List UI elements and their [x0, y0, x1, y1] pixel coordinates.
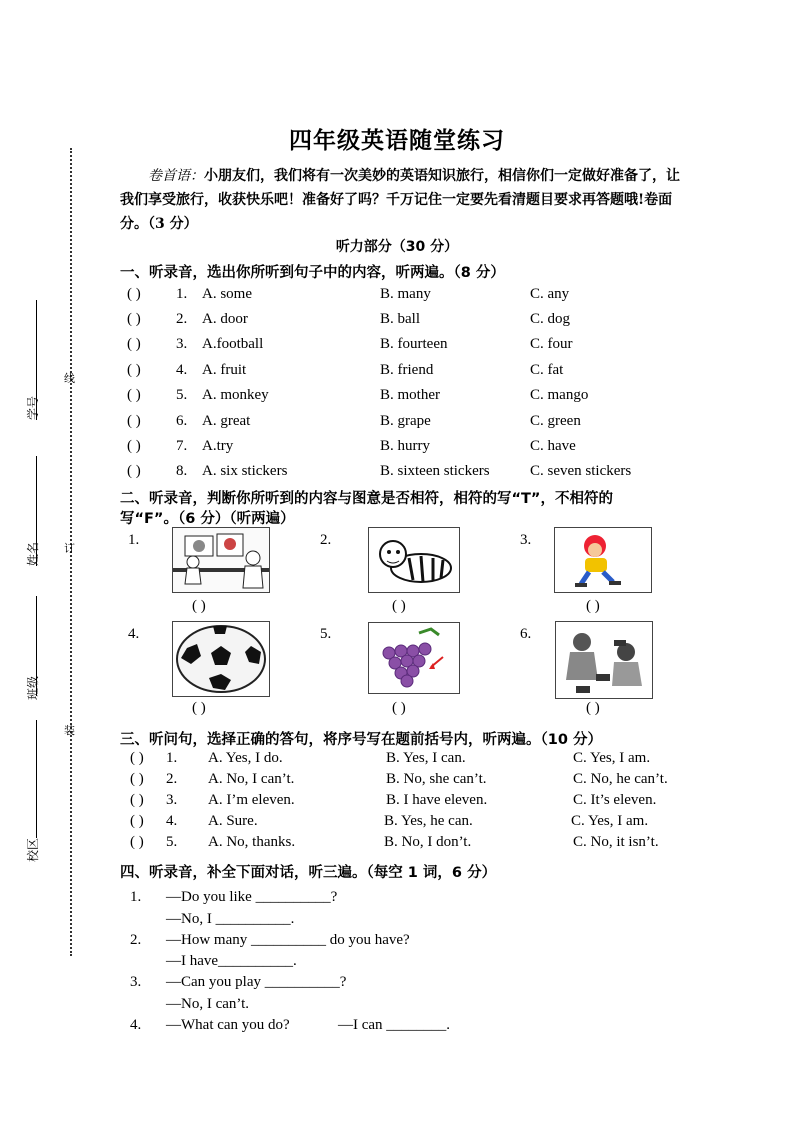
option-a: A. I’m eleven.	[208, 792, 295, 808]
option-c: C. No, it isn’t.	[573, 834, 659, 850]
dialogue-question[interactable]: —Can you play __________?	[166, 974, 347, 990]
answer-paren[interactable]: ( )	[127, 362, 141, 378]
dialogue-item	[0, 972, 794, 992]
list-item	[0, 461, 794, 481]
answer-paren[interactable]: ( )	[130, 834, 144, 850]
item-number: 5.	[166, 834, 178, 850]
list-item	[0, 748, 794, 768]
item-number: 2.	[166, 771, 178, 787]
item-number: 7.	[176, 438, 188, 454]
answer-paren[interactable]: ( )	[127, 413, 141, 429]
list-item	[0, 334, 794, 354]
soccer-ball-icon	[172, 621, 270, 697]
answer-paren[interactable]: ( )	[192, 700, 206, 716]
section3-heading: 三、听问句，选择正确的答句，将序号写在题前括号内，听两遍。（10 分）	[120, 732, 602, 748]
option-a: A. six stickers	[202, 463, 288, 479]
dialogue-answer[interactable]: —No, I __________.	[166, 911, 295, 927]
answer-paren[interactable]: ( )	[130, 750, 144, 766]
intro-paragraph	[120, 164, 680, 236]
item-number: 4.	[176, 362, 188, 378]
item-number: 1.	[176, 286, 188, 302]
section1-heading: 一、听录音，选出你所听到句子中的内容，听两遍。（8 分）	[120, 265, 505, 281]
option-b: B. hurry	[380, 438, 430, 454]
list-item	[0, 769, 794, 789]
answer-paren[interactable]: ( )	[192, 598, 206, 614]
option-c: C. No, he can’t.	[573, 771, 668, 787]
list-item	[0, 811, 794, 831]
option-c: C. have	[530, 438, 576, 454]
dialogue-item	[0, 887, 794, 907]
option-a: A. Sure.	[208, 813, 258, 829]
margin-label-xingming: 姓名	[26, 541, 40, 566]
answer-paren[interactable]: ( )	[127, 387, 141, 403]
dialogue-item	[0, 994, 794, 1014]
intro-lead: 卷首语：	[148, 168, 204, 184]
roller-skater-icon	[554, 527, 652, 593]
option-a: A. fruit	[202, 362, 247, 378]
picture-number: 4.	[128, 626, 140, 642]
margin-label-zhuang: 装	[64, 724, 75, 737]
shop-scene-icon	[172, 527, 270, 593]
answer-paren[interactable]: ( )	[392, 598, 406, 614]
dialogue-question: —What can you do?	[166, 1017, 290, 1033]
picture-number: 1.	[128, 532, 140, 548]
item-number: 2.	[130, 932, 142, 948]
option-a: A. door	[202, 311, 248, 327]
item-number: 1.	[130, 889, 142, 905]
dialogue-question[interactable]: —How many __________ do you have?	[166, 932, 410, 948]
list-item	[0, 436, 794, 456]
option-b: B. mother	[380, 387, 440, 403]
answer-paren[interactable]: ( )	[392, 700, 406, 716]
option-b: B. No, she can’t.	[386, 771, 487, 787]
picture-number: 6.	[520, 626, 532, 642]
answer-paren[interactable]: ( )	[127, 438, 141, 454]
option-b: B. grape	[380, 413, 431, 429]
item-number: 3.	[176, 336, 188, 352]
list-item	[0, 411, 794, 431]
margin-label-xian: 线	[64, 372, 75, 385]
option-c: C. seven stickers	[530, 463, 632, 479]
option-c: C. It’s eleven.	[573, 792, 657, 808]
answer-paren[interactable]: ( )	[586, 700, 600, 716]
item-number: 5.	[176, 387, 188, 403]
kids-playing-cars-icon	[555, 621, 653, 699]
option-b: B. ball	[380, 311, 420, 327]
option-b: B. No, I don’t.	[384, 834, 472, 850]
option-c: C. any	[530, 286, 570, 302]
option-c: C. fat	[530, 362, 564, 378]
item-number: 6.	[176, 413, 188, 429]
dialogue-answer[interactable]: —I can ________.	[338, 1017, 451, 1033]
option-a: A. Yes, I do.	[208, 750, 283, 766]
item-number: 3.	[130, 974, 142, 990]
dialogue-question[interactable]: —Do you like __________?	[166, 889, 338, 905]
answer-paren[interactable]: ( )	[130, 771, 144, 787]
dialogue-answer: —No, I can’t.	[166, 996, 250, 1012]
item-number: 1.	[166, 750, 178, 766]
picture-number: 2.	[320, 532, 332, 548]
option-a: A. No, I can’t.	[208, 771, 295, 787]
dialogue-item	[0, 909, 794, 929]
list-item	[0, 832, 794, 852]
page-title: 四年级英语随堂练习	[289, 127, 505, 154]
section4-heading: 四、听录音，补全下面对话，听三遍。（每空 1 词，6 分）	[120, 865, 497, 881]
dialogue-item	[0, 930, 794, 950]
option-a: A.try	[202, 438, 234, 454]
option-b: B. I have eleven.	[386, 792, 488, 808]
intro-text: 小朋友们，我们将有一次美妙的英语知识旅行，相信你们一定做好准备了，让我们享受旅行，收获快乐吧！准备好了吗？千万记住一定要先看清题目要求再答题哦!卷面分。（3 分）	[120, 168, 680, 232]
item-number: 3.	[166, 792, 178, 808]
answer-paren[interactable]: ( )	[127, 336, 141, 352]
option-b: B. friend	[380, 362, 434, 378]
option-b: B. Yes, he can.	[384, 813, 473, 829]
option-b: B. Yes, I can.	[386, 750, 466, 766]
answer-paren[interactable]: ( )	[127, 286, 141, 302]
list-item	[0, 309, 794, 329]
option-c: C. Yes, I am.	[573, 750, 651, 766]
list-item	[0, 284, 794, 304]
answer-paren[interactable]: ( )	[130, 813, 144, 829]
dialogue-answer[interactable]: —I have__________.	[166, 953, 297, 969]
item-number: 4.	[130, 1017, 142, 1033]
option-c: C. green	[530, 413, 581, 429]
option-a: A. some	[202, 286, 252, 302]
option-b: B. many	[380, 286, 431, 302]
option-b: B. sixteen stickers	[380, 463, 490, 479]
item-number: 2.	[176, 311, 188, 327]
answer-paren[interactable]: ( )	[127, 311, 141, 327]
option-b: B. fourteen	[380, 336, 448, 352]
margin-label-xiaoqu: 校区	[26, 837, 40, 862]
grapes-icon	[368, 622, 460, 694]
option-c: C. mango	[530, 387, 589, 403]
option-a: A.football	[202, 336, 264, 352]
listening-header: 听力部分（30 分）	[335, 239, 459, 255]
list-item	[0, 385, 794, 405]
answer-paren[interactable]: ( )	[130, 792, 144, 808]
dialogue-item	[0, 951, 794, 971]
option-c: C. Yes, I am.	[571, 813, 649, 829]
item-number: 4.	[166, 813, 178, 829]
list-item	[0, 790, 794, 810]
picture-number: 3.	[520, 532, 532, 548]
margin-label-ding: 订	[64, 542, 75, 555]
tiger-icon	[368, 527, 460, 593]
dialogue-item	[0, 1015, 794, 1035]
section2-heading-line2: 写“F”。（6 分）（听两遍）	[120, 511, 295, 527]
option-a: A. monkey	[202, 387, 269, 403]
option-a: A. great	[202, 413, 251, 429]
list-item	[0, 360, 794, 380]
margin-label-banji: 班级	[26, 675, 40, 700]
option-c: C. four	[530, 336, 573, 352]
answer-paren[interactable]: ( )	[586, 598, 600, 614]
margin-label-xuehao: 学号	[26, 395, 40, 420]
item-number: 8.	[176, 463, 188, 479]
picture-number: 5.	[320, 626, 332, 642]
answer-paren[interactable]: ( )	[127, 463, 141, 479]
option-a: A. No, thanks.	[208, 834, 296, 850]
option-c: C. dog	[530, 311, 571, 327]
section2-heading-line1: 二、听录音，判断你所听到的内容与图意是否相符，相符的写“T”，不相符的	[120, 491, 613, 507]
